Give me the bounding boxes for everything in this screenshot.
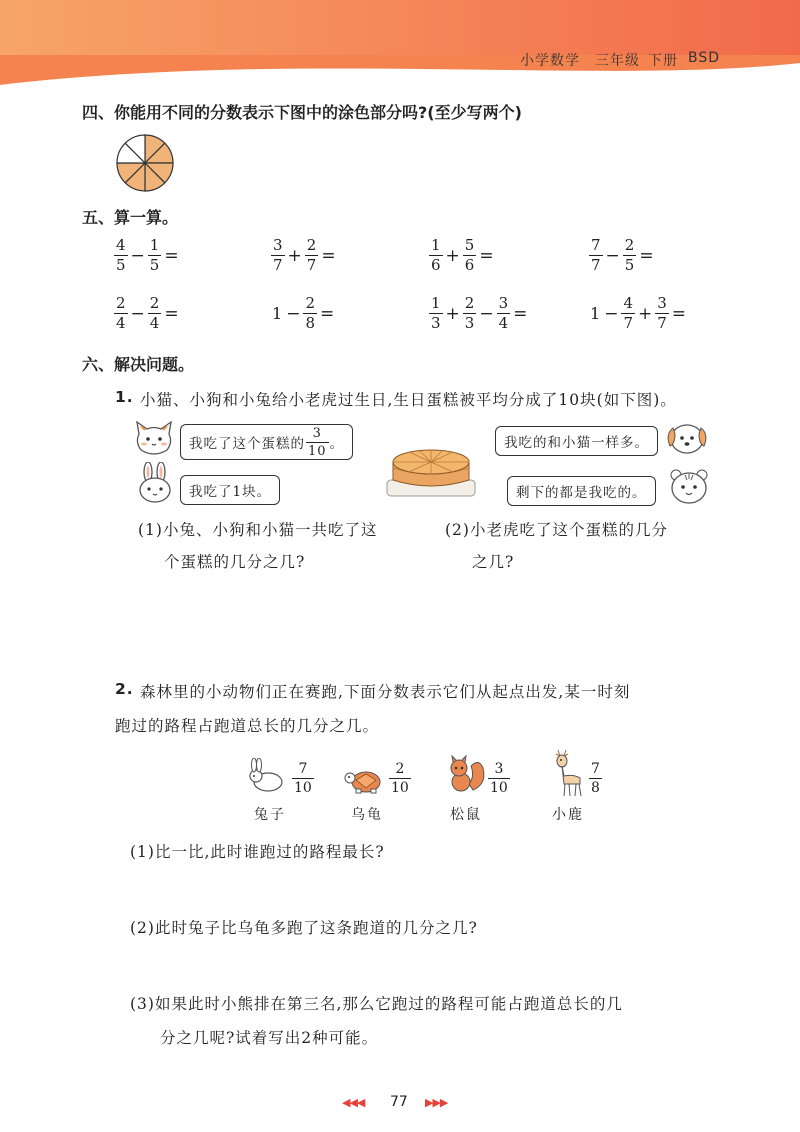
header-volume: 下册 bbox=[648, 53, 678, 69]
calc-expression bbox=[272, 296, 336, 331]
fraction-denominator: 4 bbox=[116, 314, 126, 332]
fraction-numerator: 2 bbox=[624, 236, 635, 254]
calc-expression bbox=[272, 238, 338, 273]
equals-sign: = bbox=[513, 303, 528, 324]
tiger-speech-text: 剩下的都是我吃的。 bbox=[516, 485, 647, 501]
fraction-numerator: 2 bbox=[149, 294, 160, 312]
fraction-denominator: 7 bbox=[657, 314, 667, 332]
operator: + bbox=[445, 245, 460, 266]
operator: − bbox=[130, 245, 145, 266]
fraction bbox=[149, 238, 161, 273]
rabbit-icon bbox=[135, 462, 175, 504]
equals-sign: = bbox=[479, 245, 494, 266]
problem1-q2-line1: (2)小老虎吃了这个蛋糕的几分 bbox=[445, 521, 668, 539]
problem1-text: 小猫、小狗和小兔给小老虎过生日,生日蛋糕被平均分成了10块(如下图)。 bbox=[140, 391, 677, 409]
fraction-numerator: 3 bbox=[273, 236, 283, 254]
operator: − bbox=[286, 303, 301, 324]
fraction-numerator: 3 bbox=[657, 294, 667, 312]
fraction bbox=[272, 238, 284, 273]
fraction-denominator: 4 bbox=[498, 314, 509, 332]
cat-speech-bubble bbox=[180, 424, 353, 460]
fraction-numerator: 3 bbox=[494, 761, 504, 777]
fraction-numerator: 1 bbox=[431, 294, 441, 312]
fraction-numerator: 7 bbox=[591, 236, 601, 254]
fraction bbox=[464, 296, 476, 331]
animal-label-squirrel: 松鼠 bbox=[450, 807, 482, 823]
section6-title: 六、解决问题。 bbox=[82, 355, 195, 374]
section5-title: 五、算一算。 bbox=[82, 208, 179, 227]
animal-label-deer: 小鹿 bbox=[552, 807, 584, 823]
equals-sign: = bbox=[639, 245, 654, 266]
problem1-number: 1. bbox=[115, 388, 134, 406]
problem2-number: 2. bbox=[115, 680, 134, 698]
fraction-denominator: 3 bbox=[464, 314, 475, 332]
whole-number: 1 bbox=[590, 304, 601, 323]
operator: + bbox=[287, 245, 302, 266]
fraction-denominator: 8 bbox=[305, 314, 315, 332]
operator: − bbox=[479, 303, 494, 324]
fraction-numerator: 1 bbox=[149, 236, 160, 254]
fraction-numerator: 2 bbox=[306, 236, 317, 254]
whole-number: 1 bbox=[272, 304, 283, 323]
fraction bbox=[149, 296, 161, 331]
header-subject: 小学数学 bbox=[520, 53, 580, 69]
fraction bbox=[115, 238, 127, 273]
fraction-denominator: 7 bbox=[623, 314, 633, 332]
calc-expression bbox=[115, 296, 181, 331]
fraction-numerator: 4 bbox=[623, 294, 633, 312]
fraction-denominator: 10 bbox=[391, 780, 409, 796]
operator: + bbox=[445, 303, 460, 324]
fraction-denominator: 3 bbox=[431, 314, 441, 332]
fraction-numerator: 7 bbox=[591, 761, 600, 777]
fraction-denominator: 5 bbox=[149, 256, 160, 274]
fraction bbox=[622, 296, 634, 331]
problem1-q1-line2: 个蛋糕的几分之几? bbox=[164, 553, 306, 571]
footer-right-arrows: ▶▶▶ bbox=[425, 1096, 448, 1109]
animal-fraction bbox=[590, 762, 601, 795]
fraction-numerator: 3 bbox=[498, 294, 509, 312]
rabbit-speech-bubble bbox=[180, 475, 280, 505]
fraction-numerator: 5 bbox=[464, 236, 475, 254]
deer-icon bbox=[550, 748, 586, 798]
fraction-denominator: 10 bbox=[294, 780, 312, 796]
dog-icon bbox=[665, 418, 709, 458]
operator: − bbox=[605, 245, 620, 266]
problem2-q1: (1)比一比,此时谁跑过的路程最长? bbox=[130, 843, 385, 861]
fraction-numerator: 2 bbox=[395, 761, 405, 777]
rabbit-runner-icon bbox=[246, 758, 286, 794]
footer-left-arrows: ◀◀◀ bbox=[342, 1096, 365, 1109]
fraction-numerator: 7 bbox=[298, 761, 308, 777]
animal-label-rabbit: 兔子 bbox=[254, 807, 286, 823]
turtle-icon bbox=[344, 762, 386, 794]
fraction bbox=[498, 296, 510, 331]
page-number: 77 bbox=[390, 1094, 408, 1110]
problem2-line2: 跑过的路程占跑道总长的几分之几。 bbox=[115, 717, 380, 735]
section4-title: 四、你能用不同的分数表示下图中的涂色部分吗?(至少写两个) bbox=[82, 103, 522, 122]
fraction bbox=[624, 238, 636, 273]
animal-fraction bbox=[390, 762, 410, 795]
fraction-denominator: 7 bbox=[273, 256, 283, 274]
problem2-q3-line1: (3)如果此时小熊排在第三名,那么它跑过的路程可能占跑道总长的几 bbox=[130, 995, 623, 1013]
header-wave bbox=[0, 55, 800, 95]
fraction-denominator: 10 bbox=[308, 443, 327, 459]
fraction bbox=[306, 238, 318, 273]
fraction bbox=[430, 238, 442, 273]
fraction-denominator: 6 bbox=[464, 256, 475, 274]
fraction-numerator: 2 bbox=[116, 294, 126, 312]
calc-expression bbox=[590, 238, 656, 273]
operator: + bbox=[637, 303, 653, 324]
fraction-numerator: 2 bbox=[305, 294, 315, 312]
fraction-denominator: 7 bbox=[591, 256, 601, 274]
equals-sign: = bbox=[321, 245, 336, 266]
fraction-denominator: 5 bbox=[624, 256, 635, 274]
equals-sign: = bbox=[164, 245, 179, 266]
problem1-q2-line2: 之几? bbox=[472, 553, 515, 571]
fraction bbox=[430, 296, 442, 331]
tiger-speech-bubble bbox=[507, 476, 656, 506]
fraction-numerator: 2 bbox=[464, 294, 475, 312]
fraction bbox=[464, 238, 476, 273]
squirrel-icon bbox=[445, 754, 487, 794]
animal-fraction bbox=[489, 762, 509, 795]
fraction-denominator: 4 bbox=[149, 314, 160, 332]
cat-speech-end: 。 bbox=[329, 436, 345, 452]
operator: − bbox=[604, 303, 619, 324]
fraction-numerator: 4 bbox=[116, 236, 126, 254]
fraction-denominator: 7 bbox=[306, 256, 317, 274]
equals-sign: = bbox=[164, 303, 179, 324]
fraction bbox=[304, 296, 316, 331]
equals-sign: = bbox=[319, 303, 335, 324]
cake-illustration bbox=[385, 440, 477, 498]
fraction-denominator: 8 bbox=[591, 780, 600, 796]
cat-fraction bbox=[307, 427, 328, 458]
calc-expression bbox=[115, 238, 181, 273]
calc-expression bbox=[430, 296, 529, 331]
cat-speech-text: 我吃了这个蛋糕的 bbox=[189, 436, 305, 452]
fraction bbox=[656, 296, 668, 331]
fraction-denominator: 5 bbox=[116, 256, 126, 274]
fraction bbox=[590, 238, 602, 273]
operator: − bbox=[130, 303, 145, 324]
header-edition: BSD bbox=[688, 50, 721, 66]
problem1-q1-line1: (1)小兔、小狗和小猫一共吃了这 bbox=[138, 521, 378, 539]
animal-fraction bbox=[293, 762, 313, 795]
calc-row-1 bbox=[0, 238, 800, 280]
calc-expression bbox=[430, 238, 496, 273]
tiger-icon bbox=[667, 466, 711, 506]
fraction-denominator: 10 bbox=[490, 780, 508, 796]
fraction bbox=[115, 296, 127, 331]
animal-label-turtle: 乌龟 bbox=[351, 807, 383, 823]
calc-expression bbox=[590, 296, 688, 331]
problem2-q3-line2: 分之几呢?试着写出2种可能。 bbox=[160, 1029, 379, 1047]
header-grade: 三年级 bbox=[595, 53, 640, 69]
pie-figure bbox=[115, 133, 175, 193]
dog-speech-bubble bbox=[495, 426, 658, 456]
rabbit-speech-text: 我吃了1块。 bbox=[189, 484, 272, 500]
dog-speech-text: 我吃的和小猫一样多。 bbox=[504, 435, 649, 451]
fraction-numerator: 1 bbox=[431, 236, 441, 254]
problem2-line1: 森林里的小动物们正在赛跑,下面分数表示它们从起点出发,某一时刻 bbox=[140, 683, 631, 701]
equals-sign: = bbox=[671, 303, 687, 324]
fraction-numerator: 3 bbox=[312, 425, 322, 441]
cat-icon bbox=[133, 420, 175, 458]
fraction-denominator: 6 bbox=[431, 256, 441, 274]
problem2-q2: (2)此时兔子比乌龟多跑了这条跑道的几分之几? bbox=[130, 919, 478, 937]
calc-row-2 bbox=[0, 296, 800, 338]
